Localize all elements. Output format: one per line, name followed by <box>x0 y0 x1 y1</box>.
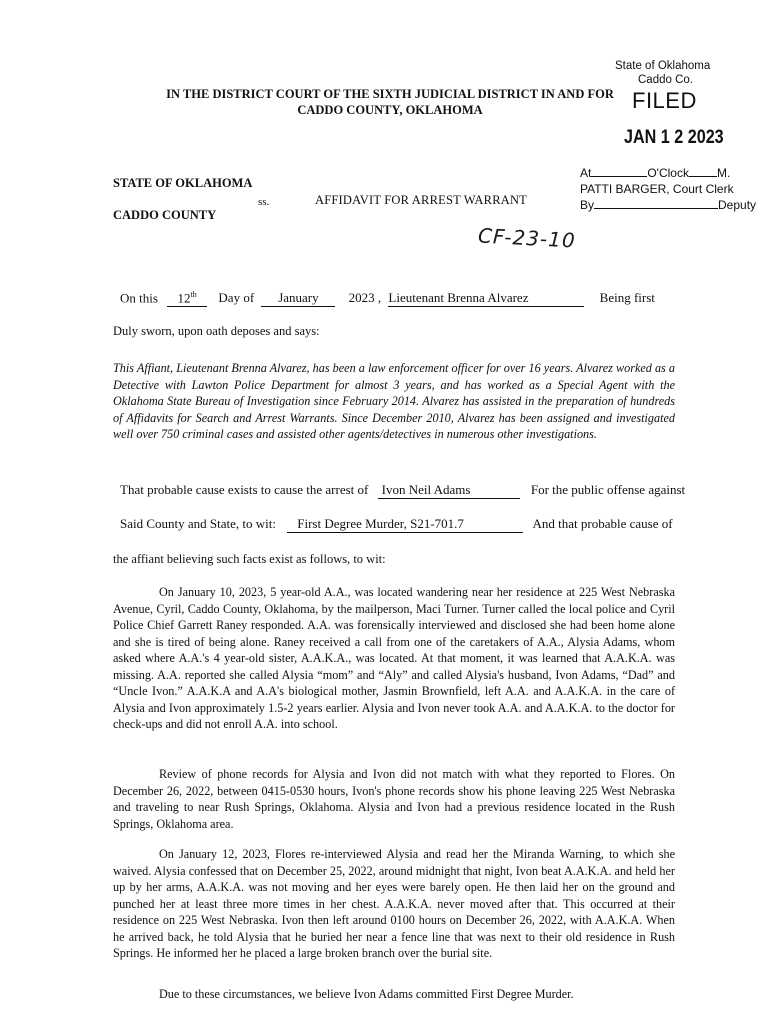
day-blank <box>167 290 207 307</box>
stamp-state: State of Oklahoma <box>615 60 711 72</box>
facts-paragraph-1: On January 10, 2023, 5 year-old A.A., was located wandering near her residence at 225 West Nebraska Avenue, Cyril, Caddo County, Oklahoma, by the mailperson, Maci Turner. Turner called the local police and Cyril Police Chief Garrett Raney responded. A.A. was forensically interviewed and disclosed she had been home alone and she is tired of being alone. Raney received a call from one of the caretakers of A.A., Alysia Adams, whom asked where A.A.'s 4 year-old sister, A.A.K.A., was located. At that moment, it was learned that A.A.K.A. was missing. A.A. reported she called Alysia “mom” and “Aly” and called Alysia's husband, Ivon Adams, “Dad” and “Uncle Ivon.” A.A.K.A and A.A's biological mother, Jasmin Brownfield, left A.A. and A.A.K.A. in the care of Alysia and Ivon approximately 1.5-2 years earlier. Alysia and Ivon never took A.A. and A.A.K.A. to the doctor for check-ups and did not enroll A.A. into school. <box>113 585 675 731</box>
month: January <box>261 290 335 307</box>
stamp-by-label: By <box>580 198 595 212</box>
affiant-name: Lieutenant Brenna Alvarez <box>388 290 584 307</box>
stamp-county: Caddo Co. <box>638 74 693 86</box>
probable-cause-line2 <box>120 516 673 533</box>
day-number: 12 <box>177 290 191 306</box>
court-header <box>130 86 650 118</box>
probable-cause-line3: the affiant believing such facts exist as follows, to wit: <box>113 552 386 566</box>
being-first-label: Being first <box>599 290 655 306</box>
stamp-by-line <box>580 198 756 212</box>
caption-ss: ss. <box>258 196 270 208</box>
facts-paragraph-4: Due to these circumstances, we believe Ivon Adams committed First Degree Murder. <box>159 987 574 1001</box>
stamp-deputy-label: Deputy <box>718 198 757 212</box>
affidavit-title: AFFIDAVIT FOR ARREST WARRANT <box>315 193 528 207</box>
stamp-date: JAN 1 2 2023 <box>624 127 724 148</box>
case-number: CF-23-10 <box>477 223 577 253</box>
stamp-oclock-label: O'Clock <box>647 166 689 180</box>
stamp-at-label: At <box>580 166 592 180</box>
pc-line2-suffix: And that probable cause of <box>532 516 673 531</box>
oath-line <box>120 290 655 307</box>
stamp-m-label: M. <box>716 166 731 180</box>
day-suffix: th <box>190 290 197 299</box>
facts-paragraph-2: Review of phone records for Alysia and Ivon did not match with what they reported to Flores. On December 26, 2022, between 0415-0530 hours, Ivon's phone records show his phone leaving 225 West Nebraska and traveling to near Rush Springs, Oklahoma. Alysia and Ivon had a previous residence located in the Rush Springs, Oklahoma area. <box>113 767 675 831</box>
probable-cause-line1 <box>120 482 685 499</box>
duly-sworn: Duly sworn, upon oath deposes and says: <box>113 324 320 338</box>
stamp-at-line <box>580 166 730 180</box>
defendant-name: Ivon Neil Adams <box>378 482 520 499</box>
on-this-label: On this <box>120 290 158 306</box>
pc-line1-suffix: For the public offense against <box>530 482 686 497</box>
year: 2023 , <box>348 290 382 306</box>
caption-state: STATE OF OKLAHOMA <box>113 176 253 190</box>
pc-line1-prefix: That probable cause exists to cause the arrest of <box>120 482 369 497</box>
court-header-line1: IN THE DISTRICT COURT OF THE SIXTH JUDICIAL DISTRICT IN AND FOR <box>166 87 614 101</box>
stamp-filed: FILED <box>632 88 697 113</box>
affiant-qualifications: This Affiant, Lieutenant Brenna Alvarez, has been a law enforcement officer for over 16 years. Alvarez worked as a Detective with Lawton Police Department for almost 3 years, and has worked as a Special Agent with the Oklahoma State Bureau of Investigation since February 2014. Alvarez has assisted in the preparation of hundreds of Affidavits for Search and Arrest Warrants. Since December 2010, Alvarez has been assigned and investigated well over 750 criminal cases and assisted other agents/detectives in numerous other investigations. <box>113 361 675 441</box>
facts-paragraph-3: On January 12, 2023, Flores re-interviewed Alysia and read her the Miranda Warning, to which she waived. Alysia confessed that on December 25, 2022, around midnight that night, Ivon beat A.A.K.A. and held her up by her arms, A.A.K.A. was not moving and her eyes were barely open. He then laid her on the ground and punched her at least three more times in her chest. A.A.K.A. never moved after that. This occurred at their residence on 225 West Nebraska. Ivon then left around 0100 hours on December 26, 2022, with A.A.K.A. When he arrived back, he told Alysia that he buried her near a fence line that was next to their old residence in Rush Springs. He informed her he placed a large broken branch over the burial site. <box>113 847 675 960</box>
offense: First Degree Murder, S21-701.7 <box>287 516 523 533</box>
court-header-line2: CADDO COUNTY, OKLAHOMA <box>297 103 483 117</box>
stamp-clerk: PATTI BARGER, Court Clerk <box>580 182 734 196</box>
pc-line2-prefix: Said County and State, to wit: <box>120 516 276 531</box>
day-of-label: Day of <box>218 290 255 306</box>
caption-county: CADDO COUNTY <box>113 208 217 222</box>
